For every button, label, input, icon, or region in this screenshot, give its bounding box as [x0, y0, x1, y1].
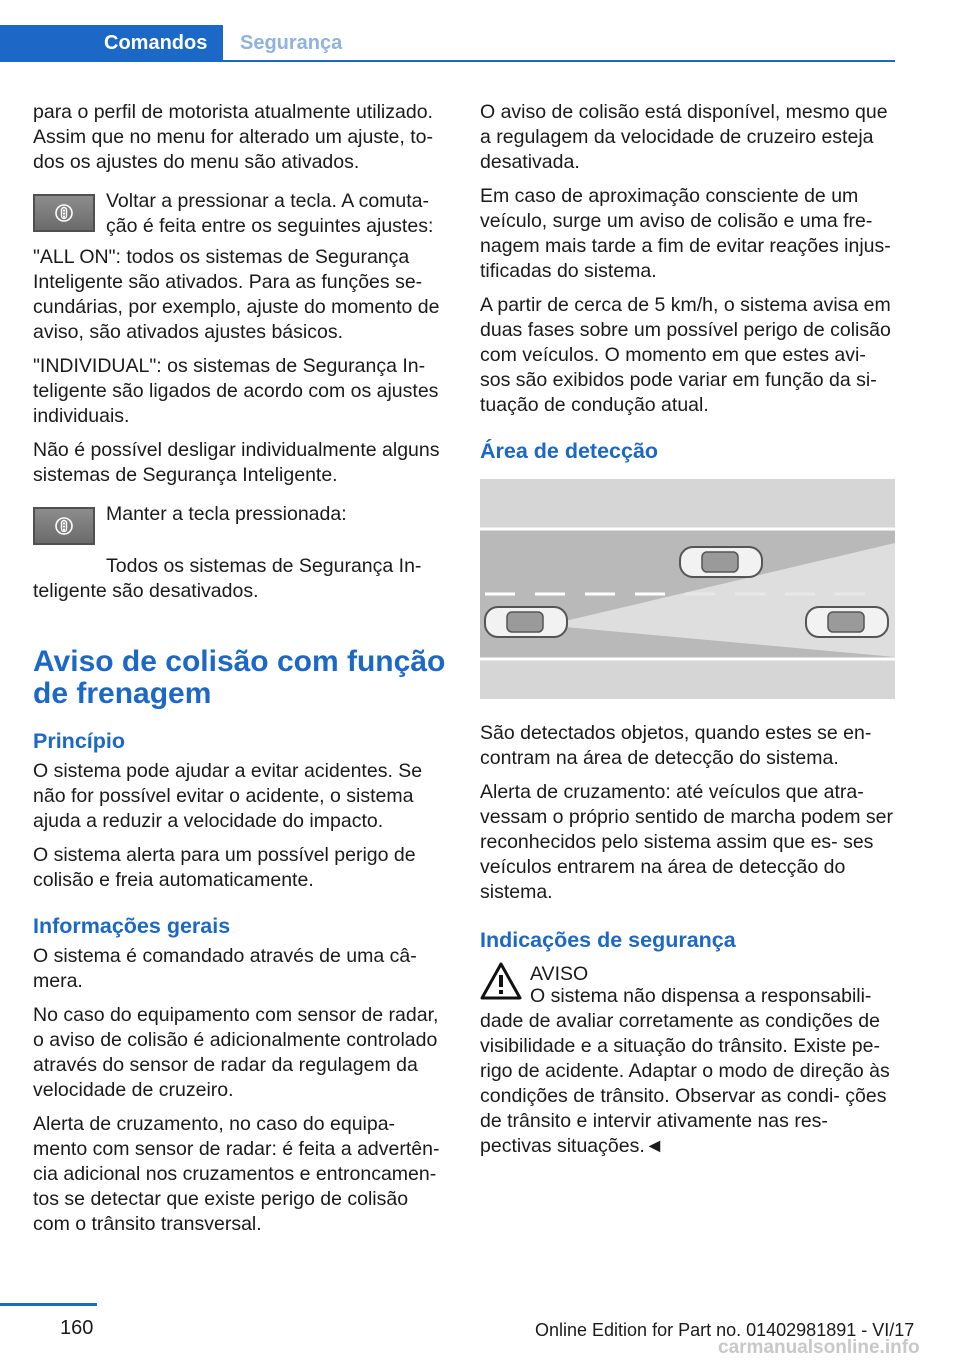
paragraph: A partir de cerca de 5 km/h, o sistema avisa em duas fases sobre um possível perigo de colisão com veículos. O momento em que estes avi‐ sos são exibidos pode variar em função da si‐ tuação de condução atual. [480, 294, 891, 416]
paragraph: "INDIVIDUAL": os sistemas de Segurança In‐ teligente são ligados de acordo com os ajustes individuais. [33, 355, 439, 427]
paragraph: Voltar a pressionar a tecla. A comuta‐ ção é feita entre os seguintes ajustes: [106, 190, 434, 237]
paragraph: para o perfil de motorista atualmente utilizado. Assim que no menu for alterado um ajuste, to‐ dos os ajustes do menu são ativados. [33, 101, 433, 173]
right-column [480, 100, 895, 1168]
paragraph: São detectados objetos, quando estes se en‐ contram na área de detecção do sistema. [480, 722, 872, 769]
header-divider [0, 60, 895, 62]
warning-block [480, 962, 895, 1018]
key-instruction-1 [33, 189, 448, 245]
paragraph: O sistema é comandado através de uma câ‐ mera. [33, 945, 417, 992]
car-icon [806, 607, 888, 637]
paragraph: O sistema alerta para um possível perigo de colisão e freia automaticamente. [33, 844, 416, 891]
intelligent-safety-button-icon [33, 507, 95, 545]
car-icon [680, 547, 762, 577]
paragraph: Manter a tecla pressionada: [106, 503, 347, 525]
paragraph: O sistema pode ajudar a evitar acidentes. Se não for possível evitar o acidente, o sistema ajuda a reduzir a velocidade do impacto. [33, 760, 423, 832]
paragraph: Em caso de aproximação consciente de um veículo, surge um aviso de colisão e uma fre‐ nagem mais tarde a fim de evitar reações injus‐ tificadas do sistema. [480, 185, 891, 282]
warning-title: AVISO [530, 963, 589, 985]
key-instruction-2 [33, 502, 448, 558]
paragraph: Todos os sistemas de Segurança In‐ teligente são desativados. [33, 555, 422, 602]
footer-divider [0, 1303, 97, 1306]
paragraph: "ALL ON": todos os sistemas de Segurança Inteligente são ativados. Para as funções se‐ cundárias, por exemplo, ajuste do momento de aviso, são ativados ajustes básicos. [33, 246, 440, 343]
section-title: Aviso de colisão com função de frenagem [33, 645, 446, 710]
intelligent-safety-button-icon [33, 194, 95, 232]
subsection-title: Indicações de segurança [480, 928, 736, 952]
tab-comandos[interactable]: Comandos [0, 25, 223, 61]
watermark: carmanualsonline.info [718, 1337, 920, 1358]
car-icon [485, 607, 567, 637]
warning-text: O sistema não dispensa a responsabili‐ dade de avaliar corretamente as condições de visibilidade e a situação do trânsito. Existe pe‐ rigo de acidente. Adaptar o modo de direção às condições de trânsito. Observar as condi‐ ções de trânsito e intervir ativamente nas res‐ pectivas situações.◄ [480, 985, 890, 1157]
page-number: 160 [60, 1317, 94, 1339]
subsection-title: Princípio [33, 729, 125, 753]
subsection-title: Informações gerais [33, 914, 231, 938]
paragraph: Alerta de cruzamento: até veículos que atra‐ vessam o próprio sentido de marcha podem ser reconhecidos pelo sistema assim que es‐ ses veículos entrarem na área de detecção do sistema. [480, 781, 893, 903]
paragraph: No caso do equipamento com sensor de radar, o aviso de colisão é adicionalmente controlado através do sensor de radar da regulagem da velocidade de cruzeiro. [33, 1004, 439, 1101]
tab-seguranca[interactable]: Segurança [240, 32, 343, 54]
paragraph: O aviso de colisão está disponível, mesmo que a regulagem da velocidade de cruzeiro esteja desativada. [480, 101, 888, 173]
warning-triangle-icon [480, 962, 522, 1000]
left-column [33, 100, 448, 1246]
detection-area-illustration [480, 479, 895, 699]
subsection-title: Área de detecção [480, 439, 659, 463]
paragraph: Alerta de cruzamento, no caso do equipa‐ mento com sensor de radar: é feita a advertên‐ cia adicional nos cruzamentos e entroncamen‐ tos se detectar que existe perigo de colisão com o trânsito transversal. [33, 1113, 440, 1235]
page-header [0, 0, 960, 64]
paragraph: Não é possível desligar individualmente alguns sistemas de Segurança Inteligente. [33, 439, 440, 486]
edition-info: Online Edition for Part no. 01402981891 - VI/17 [535, 1320, 915, 1340]
